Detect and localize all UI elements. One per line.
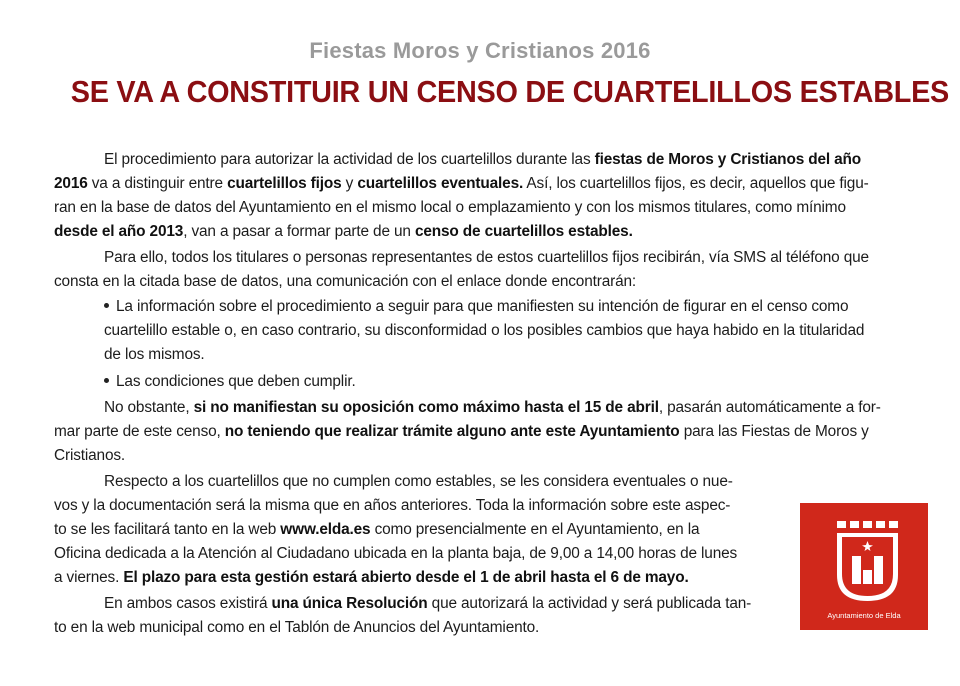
paragraph-line: [104, 396, 881, 420]
text: Cristianos.: [54, 447, 126, 464]
paragraph-line: [54, 444, 125, 468]
text: vos y la documentación será la misma que en años anteriores. Toda la información sobre este aspec-: [54, 497, 731, 514]
text: , van a pasar a formar parte de un: [183, 223, 415, 240]
bold-text: El plazo para esta gestión estará abierto desde el 1 de abril hasta el 6 de mayo.: [123, 569, 689, 586]
text: , pasarán automáticamente a for-: [658, 399, 881, 416]
text: como presencialmente en el Ayuntamiento, en la: [370, 521, 700, 538]
elda-coat-of-arms-icon: [800, 503, 928, 611]
paragraph-line: [54, 542, 737, 566]
text: mar parte de este censo,: [54, 423, 225, 440]
paragraph-line: [54, 518, 699, 542]
text: Respecto a los cuartelillos que no cumplen como estables, se les considera eventuales o nue-: [104, 473, 733, 490]
bullet-item-line: [104, 370, 356, 394]
paragraph-line: [104, 319, 864, 343]
paragraph-line: [54, 616, 539, 640]
text: de los mismos.: [104, 346, 205, 363]
paragraph-line: [54, 172, 869, 196]
bold-text: www.elda.es: [280, 521, 371, 538]
text: Así, los cuartelillos fijos, es decir, aquellos que figu-: [523, 175, 869, 192]
bullet-icon: [104, 303, 109, 308]
text: para las Fiestas de Moros y: [679, 423, 869, 440]
text: consta en la citada base de datos, una comunicación con el enlace donde encontrarán:: [54, 273, 637, 290]
paragraph-line: [54, 494, 730, 518]
bold-text: si no manifiestan su oposición como máximo hasta el 15 de abril: [193, 399, 659, 416]
text: En ambos casos existirá: [104, 595, 272, 612]
ayuntamiento-logo: [800, 503, 928, 630]
paragraph-line: [104, 148, 861, 172]
paragraph-line: [104, 470, 733, 494]
bold-text: fiestas de Moros y Cristianos del año: [594, 151, 862, 168]
text: Oficina dedicada a la Atención al Ciudadano ubicada en la planta baja, de 9,00 a 14,00 horas de lunes: [54, 545, 738, 562]
bold-text: no teniendo que realizar trámite alguno ante este Ayuntamiento: [224, 423, 680, 440]
paragraph-line: [54, 196, 846, 220]
logo-caption: Ayuntamiento de Elda: [827, 611, 901, 620]
paragraph-line: [54, 220, 633, 244]
paragraph-line: [54, 566, 689, 590]
text: No obstante,: [104, 399, 194, 416]
text: El procedimiento para autorizar la actividad de los cuartelillos durante las: [104, 151, 595, 168]
bold-text: desde el año 2013: [54, 223, 184, 240]
bold-text: cuartelillos eventuales.: [357, 175, 524, 192]
text: ran en la base de datos del Ayuntamiento en el mismo local o emplazamiento y con los mismos titulares, como mínimo: [54, 199, 846, 216]
bullet-item-line: [104, 295, 848, 319]
paragraph-line: [104, 592, 751, 616]
bold-text: una única Resolución: [271, 595, 428, 612]
paragraph-line: [54, 270, 636, 294]
paragraph-line: [54, 420, 869, 444]
text: to en la web municipal como en el Tablón de Anuncios del Ayuntamiento.: [54, 619, 540, 636]
document-subtitle: Fiestas Moros y Cristianos 2016: [309, 38, 651, 63]
bold-text: cuartelillos fijos: [227, 175, 342, 192]
bold-text: censo de cuartelillos estables.: [414, 223, 633, 240]
bullet-icon: [104, 378, 109, 383]
text: a viernes.: [54, 569, 124, 586]
text: to se les facilitará tanto en la web: [54, 521, 281, 538]
text: La información sobre el procedimiento a seguir para que manifiesten su intención de figurar en el censo como: [116, 298, 849, 315]
paragraph-line: [104, 246, 869, 270]
text: cuartelillo estable o, en caso contrario, su disconformidad o los posibles cambios que haya habido en la titularidad: [104, 322, 865, 339]
document-title: SE VA A CONSTITUIR UN CENSO DE CUARTELILLOS ESTABLES: [70, 74, 949, 109]
text: Para ello, todos los titulares o personas representantes de estos cuartelillos fijos recibirán, vía SMS al téléfono que: [104, 249, 869, 266]
text: que autorizará la actividad y será publicada tan-: [427, 595, 752, 612]
bold-text: 2016: [54, 175, 88, 192]
paragraph-line: [104, 343, 205, 367]
text: Las condiciones que deben cumplir.: [116, 373, 356, 390]
text: y: [341, 175, 358, 192]
text: va a distinguir entre: [87, 175, 228, 192]
